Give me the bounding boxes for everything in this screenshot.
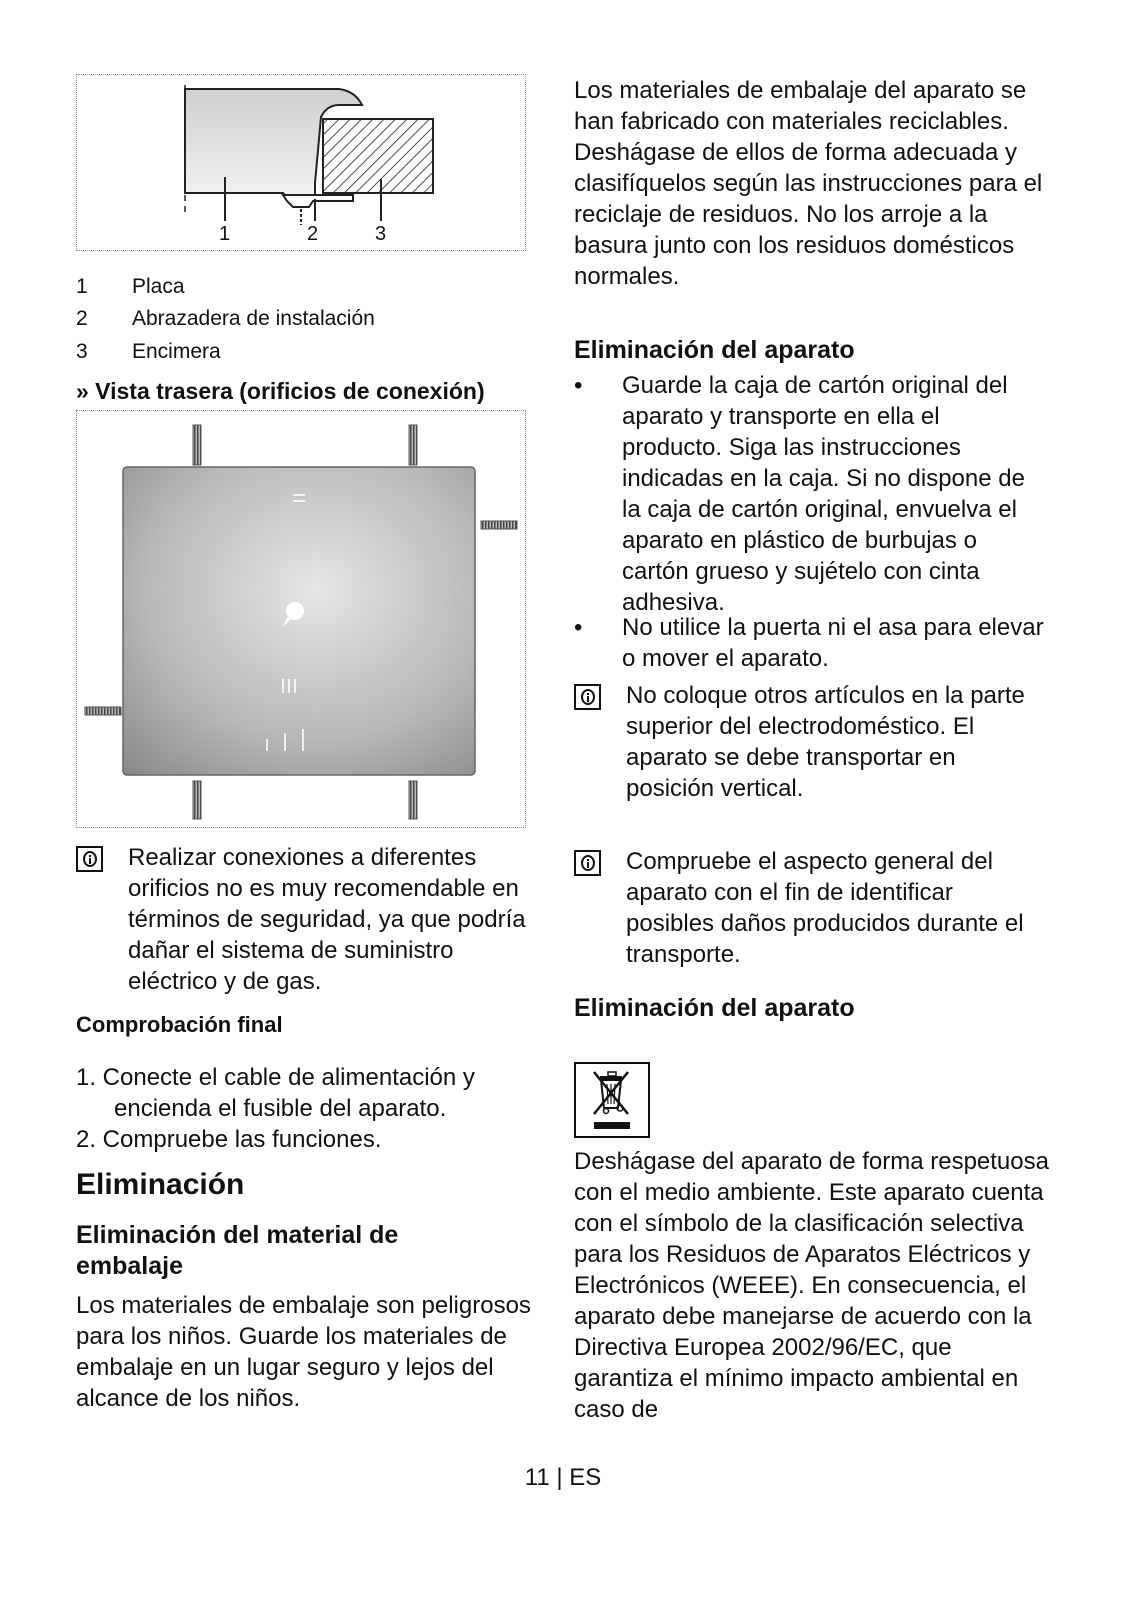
info-icon <box>574 850 601 876</box>
rear-view-heading: » Vista trasera (orificios de conexión) <box>76 378 485 404</box>
transport-bullet-1: • Guarde la caja de cartón original del aparato y transporte en ella el producto. Siga las instrucciones indicadas en la caja. Si no dispone de la caja de cartón original, envuelva el aparato en plástico de burbujas o cartón grueso y sujételo con cinta adhesiva. <box>574 372 1025 616</box>
damage-check-note: Compruebe el aspecto general del aparato con el fin de identificar posibles daños producidos durante el transporte. <box>626 848 1024 968</box>
info-icon <box>574 684 601 710</box>
weee-text: Deshágase del aparato de forma respetuosa con el medio ambiente. Este aparato cuenta con el símbolo de la clasificación selectiva para los Residuos de Aparatos Eléctricos y Electrónicos (WEEE). En consecuencia, el aparato debe manejarse de acuerdo con la Directiva Europea 2002/96/EC, que garantiza el mínimo impacto ambiental en caso de <box>574 1148 1049 1423</box>
packaging-disposal-heading: Eliminación del material de embalaje <box>76 1221 399 1280</box>
legend-item-worktop: 3 Encimera <box>76 340 221 363</box>
final-check-heading: Comprobación final <box>76 1012 283 1037</box>
legend-item-plate: 1 Placa <box>76 275 185 298</box>
rear-view-drawing <box>77 411 525 827</box>
callout-3: 3 <box>375 223 387 245</box>
callout-2: 2 <box>307 223 319 245</box>
final-check-step-1: 1. Conecte el cable de alimentación y encienda el fusible del aparato. <box>76 1064 475 1122</box>
final-check-step-2: 2. Compruebe las funciones. <box>76 1126 382 1153</box>
disposal-heading: Eliminación <box>76 1168 245 1201</box>
bullet-dot: • <box>574 614 583 641</box>
page-number: 11 | ES <box>524 1464 602 1491</box>
installation-figure <box>76 74 526 251</box>
weee-crossed-bin-icon <box>574 1062 650 1138</box>
appliance-disposal-heading: Eliminación del aparato <box>574 336 855 364</box>
rear-view-figure <box>76 410 526 828</box>
transport-bullet-2: • No utilice la puerta ni el asa para elevar o mover el aparato. <box>574 614 1044 672</box>
bullet-dot: • <box>574 372 583 399</box>
appliance-disposal-heading-2: Eliminación del aparato <box>574 994 855 1022</box>
packaging-disposal-text: Los materiales de embalaje son peligrosos para los niños. Guarde los materiales de embalaje en un lugar seguro y lejos del alcance de los niños. <box>76 1292 531 1412</box>
installation-cross-section-drawing <box>77 75 525 250</box>
info-icon <box>76 846 103 872</box>
packaging-recycling-text: Los materiales de embalaje del aparato se han fabricado con materiales reciclables. Deshágase de ellos de forma adecuada y clasifíquelos según las instrucciones para el reciclaje de residuos. No los arroje a la basura junto con los residuos domésticos normales. <box>574 77 1043 290</box>
callout-1: 1 <box>219 223 231 245</box>
legend-item-bracket: 2 Abrazadera de instalación <box>76 307 375 330</box>
transport-position-note: No coloque otros artículos en la parte superior del electrodoméstico. El aparato se debe transportar en posición vertical. <box>626 682 1025 802</box>
connection-warning-note: Realizar conexiones a diferentes orificios no es muy recomendable en términos de seguridad, ya que podría dañar el sistema de suministro eléctrico y de gas. <box>128 844 526 995</box>
